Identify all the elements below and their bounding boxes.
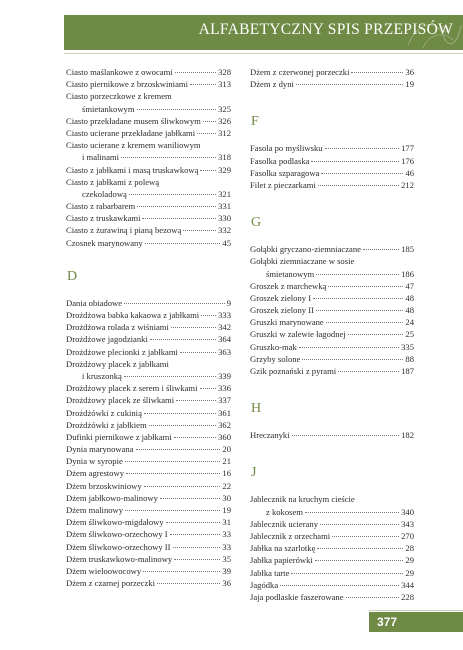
index-entry bbox=[66, 480, 231, 492]
entry-page-number: 177 bbox=[401, 143, 414, 154]
index-entry bbox=[250, 243, 414, 255]
entry-page-number: 343 bbox=[401, 518, 414, 529]
entry-page-number: 344 bbox=[401, 579, 414, 590]
entry-title: Dufinki piernikowe z jabłkami bbox=[66, 431, 172, 442]
entry-page-number: 22 bbox=[222, 480, 231, 491]
entry-title: Jaja podlaskie faszerowane bbox=[250, 591, 344, 602]
entry-page-number: 336 bbox=[218, 383, 231, 394]
dot-leader bbox=[325, 147, 400, 149]
entry-page-number: 9 bbox=[226, 297, 231, 308]
entry-page-number: 332 bbox=[218, 225, 231, 236]
index-entry bbox=[66, 419, 231, 431]
index-entry bbox=[66, 407, 231, 419]
entry-title: Dżem z czerwonej porzeczki bbox=[250, 67, 350, 77]
dot-leader bbox=[305, 511, 399, 513]
entry-page-number: 19 bbox=[222, 505, 231, 515]
entry-page-number: 337 bbox=[218, 395, 231, 406]
index-entry bbox=[66, 309, 231, 321]
entry-page-number: 321 bbox=[218, 188, 231, 199]
index-entry bbox=[250, 506, 414, 518]
index-entry bbox=[250, 542, 414, 554]
index-entry bbox=[66, 164, 231, 176]
entry-title: i malinami bbox=[82, 152, 119, 163]
entry-page-number: 33 bbox=[222, 541, 231, 552]
entry-page-number: 48 bbox=[405, 305, 414, 316]
dot-leader bbox=[125, 509, 220, 511]
index-entry bbox=[66, 528, 231, 540]
dot-leader bbox=[203, 120, 216, 122]
entry-title: Dżem śliwkowo-migdałowy bbox=[66, 517, 164, 528]
index-entry bbox=[66, 139, 231, 151]
dot-leader bbox=[126, 472, 220, 474]
index-entry bbox=[66, 541, 231, 553]
index-entry bbox=[250, 341, 414, 353]
dot-leader bbox=[316, 309, 403, 311]
entry-title: Dżem brzoskwiniowy bbox=[66, 480, 142, 491]
entry-title: Ciasto maślankowe z owocami bbox=[66, 67, 173, 77]
dot-leader bbox=[145, 242, 221, 244]
entry-title: Dżem śliwkowo-orzechowy I bbox=[66, 529, 168, 540]
entry-title: Gruszko-mak bbox=[250, 341, 297, 352]
entry-page-number: 212 bbox=[401, 179, 414, 190]
entry-page-number: 182 bbox=[401, 430, 414, 441]
entry-title: Dżem malinowy bbox=[66, 505, 124, 515]
entry-page-number: 88 bbox=[405, 353, 414, 364]
entry-page-number: 342 bbox=[218, 322, 231, 333]
entry-title: Gołąbki ziemniaczane w sosie bbox=[250, 256, 355, 267]
dot-leader bbox=[144, 485, 221, 487]
index-entry bbox=[66, 66, 231, 78]
entry-page-number: 325 bbox=[218, 103, 231, 114]
index-entry bbox=[66, 115, 231, 127]
entry-title: Jablecznik na kruchym cieście bbox=[250, 494, 355, 505]
index-entry bbox=[66, 212, 231, 224]
index-entry bbox=[66, 297, 231, 309]
index-entry bbox=[250, 66, 414, 78]
entry-title: Gołąbki gryczano-ziemniaczane bbox=[250, 244, 361, 255]
entry-page-number: 46 bbox=[405, 167, 414, 178]
footer-divider bbox=[369, 610, 463, 611]
entry-title: Dżem z dyni bbox=[250, 79, 294, 90]
entry-page-number: 20 bbox=[222, 444, 231, 455]
entry-page-number: 329 bbox=[218, 164, 231, 175]
entry-title: Drożdżowa rolada z wiśniami bbox=[66, 322, 169, 333]
dot-leader bbox=[166, 521, 221, 523]
dot-leader bbox=[171, 326, 216, 328]
entry-title: Gzik poznański z pyrami bbox=[250, 366, 337, 376]
dot-leader bbox=[170, 533, 221, 535]
index-entry bbox=[66, 346, 231, 358]
dot-leader bbox=[180, 351, 216, 353]
entry-title: Drożdżowy placek z serem i śliwkami bbox=[66, 383, 198, 394]
dot-leader bbox=[150, 338, 216, 340]
dot-leader bbox=[348, 333, 404, 335]
entry-page-number: 28 bbox=[405, 543, 414, 554]
dot-leader bbox=[137, 205, 216, 207]
dot-leader bbox=[143, 570, 220, 572]
entry-page-number: 19 bbox=[405, 79, 414, 90]
index-column-right bbox=[250, 66, 414, 603]
entry-title: Ciasto z jabłkami i masą truskawkową bbox=[66, 164, 199, 175]
entry-page-number: 25 bbox=[405, 329, 414, 340]
section-letter: J bbox=[251, 465, 257, 481]
entry-title: Drożdżówki z jabłkiem bbox=[66, 419, 147, 430]
entry-page-number: 47 bbox=[405, 280, 414, 291]
entry-page-number: 187 bbox=[401, 366, 414, 376]
entry-title: Drożdżowe plecionki z jabłkami bbox=[66, 346, 178, 357]
entry-title: i kruszonką bbox=[82, 370, 122, 381]
index-entry bbox=[66, 333, 231, 345]
index-entry bbox=[250, 167, 414, 179]
entry-title: Dżem wieloowocowy bbox=[66, 565, 142, 576]
entry-page-number: 24 bbox=[405, 317, 414, 328]
dot-leader bbox=[317, 547, 403, 549]
dot-leader bbox=[318, 184, 399, 186]
index-entry bbox=[66, 455, 231, 467]
header-band bbox=[64, 15, 463, 50]
entry-title: Ciasto przekładane musem śliwkowym bbox=[66, 115, 201, 126]
entry-page-number: 339 bbox=[218, 370, 231, 381]
index-entry bbox=[66, 321, 231, 333]
entry-title: z kokosem bbox=[266, 506, 303, 517]
index-entry bbox=[250, 268, 414, 280]
entry-title: Fasolka szparagowa bbox=[250, 167, 320, 178]
entry-title: Groszek zielony II bbox=[250, 305, 314, 316]
entry-page-number: 176 bbox=[401, 155, 414, 166]
entry-title: Dania obiadowe bbox=[66, 297, 123, 308]
section-letter: D bbox=[67, 268, 78, 284]
index-entry bbox=[250, 579, 414, 591]
dot-leader bbox=[144, 412, 216, 414]
entry-title: Filet z pieczarkami bbox=[250, 179, 316, 190]
index-entry bbox=[66, 78, 231, 90]
index-entry bbox=[66, 553, 231, 565]
entry-page-number: 36 bbox=[405, 67, 414, 77]
entry-title: Dżem truskawkowo-malinowy bbox=[66, 553, 173, 564]
index-entry bbox=[250, 429, 414, 441]
entry-page-number: 364 bbox=[218, 334, 231, 345]
index-entry bbox=[250, 518, 414, 530]
entry-title: Dżem śliwkowo-orzechowy II bbox=[66, 541, 171, 552]
entry-title: Groszek z marchewką bbox=[250, 280, 327, 291]
entry-title: Fasola po myśliwsku bbox=[250, 143, 323, 154]
entry-title: Jagódka bbox=[250, 579, 279, 590]
index-entry bbox=[250, 493, 414, 505]
dot-leader bbox=[176, 399, 216, 401]
entry-page-number: 228 bbox=[401, 591, 414, 602]
entry-title: Ciasto ucierane przekładane jabłkami bbox=[66, 127, 196, 138]
entry-page-number: 21 bbox=[222, 456, 231, 467]
index-entry bbox=[250, 316, 414, 328]
entry-page-number: 33 bbox=[222, 529, 231, 540]
index-entry bbox=[66, 577, 231, 589]
page-title: ALFABETYCZNY SPIS PRZEPISÓW bbox=[198, 21, 453, 38]
entry-page-number: 270 bbox=[401, 530, 414, 541]
entry-title: Jabłka tarte bbox=[250, 567, 290, 578]
entry-title: Gruszki marynowane bbox=[250, 317, 324, 328]
entry-page-number: 36 bbox=[222, 578, 231, 589]
dot-leader bbox=[175, 71, 216, 73]
entry-title: Ciasto ucierane z kremem waniliowym bbox=[66, 140, 201, 151]
entry-title: Jabłka papierówki bbox=[250, 555, 313, 566]
dot-leader bbox=[157, 582, 220, 584]
dot-leader bbox=[313, 297, 403, 299]
index-entry bbox=[250, 328, 414, 340]
dot-leader bbox=[291, 572, 403, 574]
dot-leader bbox=[136, 448, 221, 450]
entry-title: śmietanowym bbox=[266, 268, 315, 279]
index-entry bbox=[66, 151, 231, 163]
dot-leader bbox=[328, 285, 403, 287]
dot-leader bbox=[363, 248, 399, 250]
index-entry bbox=[250, 365, 414, 377]
index-entry bbox=[250, 304, 414, 316]
entry-title: Groszek zielony I bbox=[250, 292, 312, 303]
entry-page-number: 35 bbox=[222, 553, 231, 564]
entry-page-number: 16 bbox=[222, 468, 231, 479]
section-letter: H bbox=[251, 401, 262, 417]
index-column-left bbox=[66, 66, 231, 589]
dot-leader bbox=[346, 596, 400, 598]
entry-title: Jabłka na szarlotkę bbox=[250, 543, 316, 554]
index-entry bbox=[66, 200, 231, 212]
page-number: 377 bbox=[377, 615, 398, 629]
section-letter: F bbox=[251, 114, 259, 130]
index-entry bbox=[66, 565, 231, 577]
entry-title: czekoladową bbox=[82, 188, 127, 199]
index-entry bbox=[250, 155, 414, 167]
entry-title: Ciasto z żurawiną i pianą bezową bbox=[66, 225, 182, 236]
dot-leader bbox=[299, 346, 399, 348]
dot-leader bbox=[296, 83, 403, 85]
header-divider bbox=[64, 53, 463, 54]
dot-leader bbox=[332, 535, 399, 537]
index-entry bbox=[66, 176, 231, 188]
dot-leader bbox=[142, 217, 216, 219]
entry-page-number: 361 bbox=[218, 407, 231, 418]
index-entry bbox=[66, 467, 231, 479]
entry-title: śmietankowym bbox=[82, 103, 135, 114]
index-entry bbox=[66, 504, 231, 516]
index-entry bbox=[66, 90, 231, 102]
entry-title: Ciasto z truskawkami bbox=[66, 213, 141, 224]
index-entry bbox=[250, 554, 414, 566]
index-entry bbox=[66, 127, 231, 139]
dot-leader bbox=[338, 370, 399, 372]
entry-page-number: 360 bbox=[218, 431, 231, 442]
entry-page-number: 29 bbox=[405, 555, 414, 566]
entry-page-number: 362 bbox=[218, 419, 231, 430]
dot-leader bbox=[149, 424, 216, 426]
entry-title: Jablecznik ucierany bbox=[250, 518, 318, 529]
entry-page-number: 30 bbox=[222, 492, 231, 503]
index-entry bbox=[66, 188, 231, 200]
entry-title: Ciasto porzeczkowe z kremem bbox=[66, 91, 172, 102]
dot-leader bbox=[321, 172, 403, 174]
dot-leader bbox=[183, 229, 216, 231]
index-entry bbox=[250, 179, 414, 191]
index-entry bbox=[66, 224, 231, 236]
index-entry bbox=[66, 358, 231, 370]
dot-leader bbox=[200, 169, 216, 171]
entry-title: Drożdżowy placek ze śliwkami bbox=[66, 395, 175, 406]
index-entry bbox=[250, 567, 414, 579]
entry-page-number: 331 bbox=[218, 201, 231, 212]
dot-leader bbox=[174, 436, 216, 438]
entry-page-number: 340 bbox=[401, 506, 414, 517]
index-entry bbox=[66, 492, 231, 504]
dot-leader bbox=[124, 302, 225, 304]
entry-page-number: 312 bbox=[218, 127, 231, 138]
dot-leader bbox=[121, 156, 216, 158]
entry-page-number: 48 bbox=[405, 292, 414, 303]
entry-page-number: 330 bbox=[218, 213, 231, 224]
entry-title: Drożdżowa babka kakaowa z jabłkami bbox=[66, 310, 200, 320]
dot-leader bbox=[280, 584, 399, 586]
entry-title: Drożdżówki z cukinią bbox=[66, 407, 142, 418]
index-entry bbox=[66, 103, 231, 115]
index-entry bbox=[66, 516, 231, 528]
index-entry bbox=[250, 292, 414, 304]
entry-page-number: 328 bbox=[218, 67, 231, 77]
index-entry bbox=[250, 530, 414, 542]
index-entry bbox=[250, 142, 414, 154]
entry-title: Drożdżowy placek z jabłkami bbox=[66, 358, 169, 369]
entry-page-number: 363 bbox=[218, 346, 231, 357]
entry-title: Czosnek marynowany bbox=[66, 237, 143, 248]
dot-leader bbox=[125, 460, 221, 462]
entry-title: Ciasto piernikowe z brzoskwiniami bbox=[66, 79, 188, 90]
entry-page-number: 29 bbox=[405, 567, 414, 578]
index-entry bbox=[66, 431, 231, 443]
dot-leader bbox=[320, 523, 399, 525]
entry-page-number: 39 bbox=[222, 565, 231, 576]
index-entry bbox=[66, 443, 231, 455]
dot-leader bbox=[311, 160, 399, 162]
entry-title: Dynia marynowana bbox=[66, 444, 134, 455]
entry-title: Dynia w syropie bbox=[66, 456, 123, 467]
index-entry bbox=[250, 78, 414, 90]
entry-page-number: 31 bbox=[222, 517, 231, 528]
dot-leader bbox=[351, 71, 403, 73]
index-entry bbox=[250, 255, 414, 267]
dot-leader bbox=[174, 558, 220, 560]
entry-title: Ciasto z rabarbarem bbox=[66, 201, 136, 212]
dot-leader bbox=[302, 358, 403, 360]
index-entry bbox=[250, 280, 414, 292]
dot-leader bbox=[292, 434, 400, 436]
entry-page-number: 335 bbox=[401, 341, 414, 352]
entry-page-number: 186 bbox=[401, 268, 414, 279]
entry-title: Hreczanyki bbox=[250, 430, 290, 441]
entry-page-number: 313 bbox=[218, 79, 231, 90]
dot-leader bbox=[197, 132, 216, 134]
entry-title: Dżem agrestowy bbox=[66, 468, 124, 479]
entry-title: Drożdżowe jagodzianki bbox=[66, 334, 148, 345]
entry-title: Fasolka podlaska bbox=[250, 155, 310, 166]
dot-leader bbox=[160, 497, 221, 499]
entry-title: Jablecznik z orzechami bbox=[250, 530, 331, 541]
dot-leader bbox=[326, 321, 404, 323]
index-entry bbox=[66, 370, 231, 382]
entry-page-number: 326 bbox=[218, 115, 231, 126]
index-entry bbox=[250, 591, 414, 603]
index-entry bbox=[66, 237, 231, 249]
dot-leader bbox=[200, 387, 217, 389]
dot-leader bbox=[137, 108, 217, 110]
dot-leader bbox=[129, 193, 216, 195]
entry-page-number: 45 bbox=[222, 237, 231, 248]
index-entry bbox=[250, 353, 414, 365]
entry-title: Grzyby solone bbox=[250, 353, 301, 364]
entry-page-number: 333 bbox=[218, 310, 231, 320]
dot-leader bbox=[124, 375, 216, 377]
dot-leader bbox=[173, 546, 221, 548]
entry-title: Gruszki w zalewie łagodnej bbox=[250, 329, 346, 340]
dot-leader bbox=[190, 83, 216, 85]
dot-leader bbox=[201, 314, 216, 316]
dot-leader bbox=[316, 273, 399, 275]
index-entry bbox=[66, 394, 231, 406]
index-entry bbox=[66, 382, 231, 394]
section-letter: G bbox=[251, 215, 262, 231]
entry-title: Ciasto z jabłkami z polewą bbox=[66, 176, 160, 187]
entry-page-number: 185 bbox=[401, 244, 414, 255]
entry-title: Dżem z czarnej porzeczki bbox=[66, 578, 155, 589]
entry-title: Dżem jabłkowo-malinowy bbox=[66, 492, 158, 503]
dot-leader bbox=[315, 559, 404, 561]
entry-page-number: 318 bbox=[218, 152, 231, 163]
